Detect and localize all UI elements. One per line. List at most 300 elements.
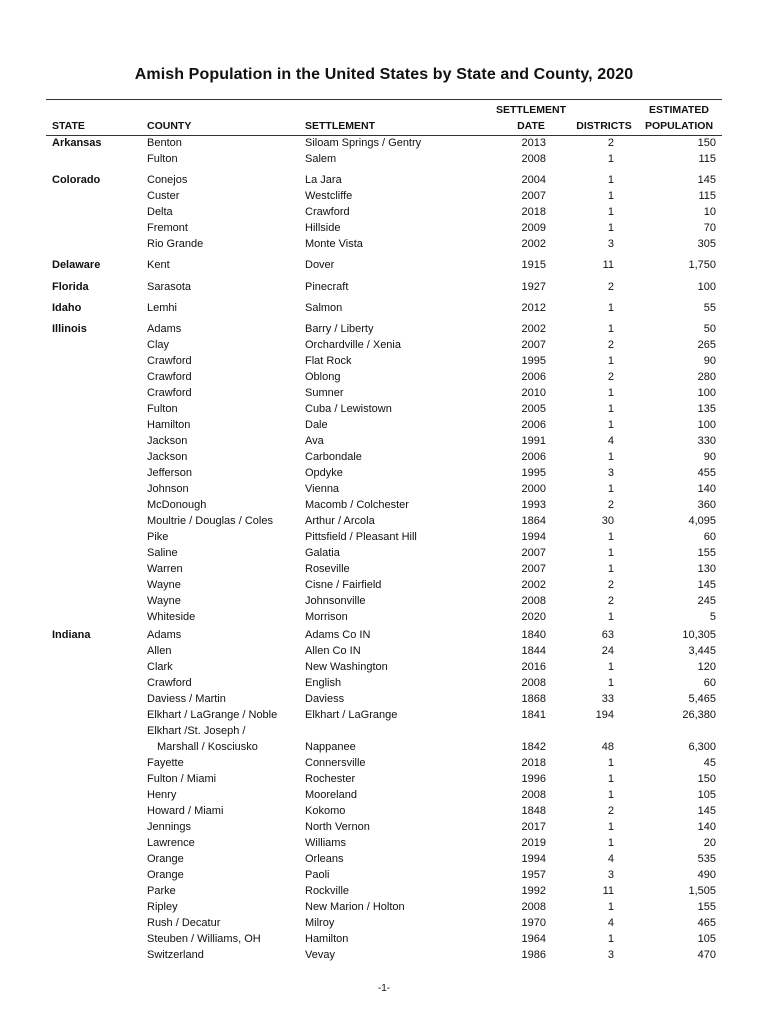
cell-settlement: Barry / Liberty bbox=[305, 323, 374, 335]
header-state: STATE bbox=[52, 120, 85, 132]
cell-settlement: New Marion / Holton bbox=[305, 901, 405, 913]
cell-settlement: Johnsonville bbox=[305, 595, 366, 607]
cell-settlement-date: 1844 bbox=[521, 645, 546, 657]
cell-population: 20 bbox=[703, 837, 716, 849]
cell-settlement: North Vernon bbox=[305, 821, 370, 833]
cell-settlement-date: 1995 bbox=[521, 355, 546, 367]
cell-county: Orange bbox=[147, 869, 184, 881]
cell-county: Rio Grande bbox=[147, 238, 204, 250]
cell-districts: 3 bbox=[607, 949, 614, 961]
cell-population: 50 bbox=[703, 323, 716, 335]
cell-population: 280 bbox=[697, 371, 716, 383]
cell-districts: 3 bbox=[607, 869, 614, 881]
cell-population: 90 bbox=[703, 451, 716, 463]
cell-settlement-date: 2002 bbox=[521, 579, 546, 591]
cell-settlement-date: 2007 bbox=[521, 563, 546, 575]
cell-districts: 1 bbox=[607, 901, 614, 913]
table-row bbox=[0, 433, 768, 449]
cell-county: Wayne bbox=[147, 579, 181, 591]
cell-districts: 1 bbox=[607, 547, 614, 559]
cell-settlement: Vevay bbox=[305, 949, 335, 961]
cell-population: 245 bbox=[697, 595, 716, 607]
cell-settlement: Oblong bbox=[305, 371, 341, 383]
cell-county: Pike bbox=[147, 531, 169, 543]
cell-population: 155 bbox=[697, 547, 716, 559]
cell-county: Crawford bbox=[147, 677, 192, 689]
table-row bbox=[0, 135, 768, 151]
cell-county: Adams bbox=[147, 629, 182, 641]
cell-settlement-date: 2006 bbox=[521, 451, 546, 463]
table-row bbox=[0, 691, 768, 707]
cell-districts: 1 bbox=[607, 153, 614, 165]
header-county: COUNTY bbox=[147, 120, 192, 132]
cell-settlement: Connersville bbox=[305, 757, 366, 769]
cell-districts: 30 bbox=[601, 515, 614, 527]
cell-settlement: Galatia bbox=[305, 547, 340, 559]
cell-settlement-date: 2008 bbox=[521, 901, 546, 913]
cell-population: 305 bbox=[697, 238, 716, 250]
cell-population: 1,505 bbox=[688, 885, 716, 897]
page-number: -1- bbox=[377, 983, 391, 994]
cell-settlement: Morrison bbox=[305, 611, 348, 623]
cell-population: 140 bbox=[697, 483, 716, 495]
cell-county bbox=[147, 723, 258, 755]
cell-districts: 1 bbox=[607, 451, 614, 463]
cell-districts: 1 bbox=[607, 837, 614, 849]
cell-districts: 1 bbox=[607, 355, 614, 367]
cell-settlement: New Washington bbox=[305, 661, 388, 673]
cell-settlement-date: 2005 bbox=[521, 403, 546, 415]
cell-population: 135 bbox=[697, 403, 716, 415]
cell-state: Arkansas bbox=[52, 137, 102, 149]
cell-county: Clay bbox=[147, 339, 170, 351]
table-row bbox=[0, 236, 768, 252]
cell-county: Saline bbox=[147, 547, 178, 559]
table-row bbox=[0, 947, 768, 963]
cell-county: Delta bbox=[147, 206, 173, 218]
cell-districts: 1 bbox=[607, 483, 614, 495]
cell-settlement-date: 2006 bbox=[521, 371, 546, 383]
cell-districts: 2 bbox=[607, 339, 614, 351]
cell-settlement-date: 2016 bbox=[521, 661, 546, 673]
cell-settlement-date: 1841 bbox=[521, 709, 546, 721]
cell-settlement-date: 2019 bbox=[521, 837, 546, 849]
cell-districts: 1 bbox=[607, 821, 614, 833]
cell-settlement: Sumner bbox=[305, 387, 344, 399]
table-row bbox=[0, 803, 768, 819]
cell-settlement-date: 2008 bbox=[521, 153, 546, 165]
cell-settlement-date: 2007 bbox=[521, 547, 546, 559]
cell-state: Delaware bbox=[52, 259, 101, 271]
cell-county: Switzerland bbox=[147, 949, 204, 961]
table-row bbox=[0, 321, 768, 337]
cell-population: 5 bbox=[709, 611, 716, 623]
table-row bbox=[0, 188, 768, 204]
table-row bbox=[0, 723, 768, 755]
cell-districts: 194 bbox=[595, 709, 614, 721]
table-row bbox=[0, 465, 768, 481]
cell-county: McDonough bbox=[147, 499, 207, 511]
cell-settlement: Kokomo bbox=[305, 805, 346, 817]
cell-county: Ripley bbox=[147, 901, 178, 913]
cell-settlement: Monte Vista bbox=[305, 238, 363, 250]
cell-districts: 24 bbox=[601, 645, 614, 657]
cell-settlement-date: 1840 bbox=[521, 629, 546, 641]
table-row bbox=[0, 401, 768, 417]
cell-population: 150 bbox=[697, 773, 716, 785]
cell-districts: 1 bbox=[607, 419, 614, 431]
cell-settlement: Rochester bbox=[305, 773, 356, 785]
cell-settlement: Hamilton bbox=[305, 933, 349, 945]
cell-population: 105 bbox=[697, 789, 716, 801]
cell-settlement-date: 2013 bbox=[521, 137, 546, 149]
cell-county: Parke bbox=[147, 885, 176, 897]
cell-population: 6,300 bbox=[688, 741, 716, 753]
cell-districts: 1 bbox=[607, 302, 614, 314]
cell-settlement-date: 1970 bbox=[521, 917, 546, 929]
cell-districts: 11 bbox=[602, 885, 614, 897]
cell-county: Crawford bbox=[147, 371, 192, 383]
cell-settlement-date: 2008 bbox=[521, 677, 546, 689]
cell-county: Rush / Decatur bbox=[147, 917, 221, 929]
cell-population: 26,380 bbox=[682, 709, 716, 721]
cell-settlement-date: 2018 bbox=[521, 206, 546, 218]
cell-districts: 2 bbox=[607, 281, 614, 293]
cell-districts: 33 bbox=[601, 693, 614, 705]
table-row bbox=[0, 513, 768, 529]
cell-county: Crawford bbox=[147, 387, 192, 399]
cell-settlement: Daviess bbox=[305, 693, 345, 705]
cell-settlement: La Jara bbox=[305, 174, 342, 186]
cell-state: Colorado bbox=[52, 174, 101, 186]
cell-districts: 1 bbox=[607, 757, 614, 769]
cell-settlement-date: 1992 bbox=[521, 885, 546, 897]
cell-population: 100 bbox=[697, 281, 716, 293]
table-row bbox=[0, 931, 768, 947]
header-pop-line1: ESTIMATED bbox=[649, 104, 709, 116]
cell-settlement-date: 1986 bbox=[521, 949, 546, 961]
cell-population: 5,465 bbox=[688, 693, 716, 705]
cell-settlement-date: 1868 bbox=[521, 693, 546, 705]
cell-settlement: Salmon bbox=[305, 302, 343, 314]
cell-settlement: Elkhart / LaGrange bbox=[305, 709, 398, 721]
header-date-line2: DATE bbox=[517, 120, 545, 132]
cell-districts: 1 bbox=[607, 563, 614, 575]
cell-districts: 3 bbox=[607, 467, 614, 479]
cell-county: Jennings bbox=[147, 821, 192, 833]
table-row bbox=[0, 385, 768, 401]
cell-settlement: Flat Rock bbox=[305, 355, 352, 367]
cell-settlement: Adams Co IN bbox=[305, 629, 371, 641]
cell-state: Indiana bbox=[52, 629, 91, 641]
cell-county: Steuben / Williams, OH bbox=[147, 933, 261, 945]
cell-settlement-date: 2008 bbox=[521, 789, 546, 801]
cell-county: Lemhi bbox=[147, 302, 177, 314]
cell-settlement-date: 1994 bbox=[521, 531, 546, 543]
cell-county: Johnson bbox=[147, 483, 189, 495]
cell-settlement-date: 2007 bbox=[521, 190, 546, 202]
cell-districts: 3 bbox=[607, 238, 614, 250]
cell-population: 145 bbox=[697, 579, 716, 591]
cell-county: Moultrie / Douglas / Coles bbox=[147, 515, 273, 527]
cell-settlement-date: 2010 bbox=[521, 387, 546, 399]
table-row bbox=[0, 545, 768, 561]
table-row bbox=[0, 707, 768, 723]
cell-districts: 1 bbox=[607, 387, 614, 399]
cell-population: 55 bbox=[703, 302, 716, 314]
table-row bbox=[0, 417, 768, 433]
cell-county-line1: Elkhart /St. Joseph / bbox=[147, 725, 246, 737]
cell-county: Benton bbox=[147, 137, 182, 149]
table-row bbox=[0, 771, 768, 787]
cell-county: Jackson bbox=[147, 451, 188, 463]
header-pop-line2: POPULATION bbox=[644, 120, 714, 132]
cell-county: Fulton bbox=[147, 403, 178, 415]
header-date-line1: SETTLEMENT bbox=[496, 104, 566, 116]
cell-population: 155 bbox=[697, 901, 716, 913]
cell-population: 60 bbox=[703, 531, 716, 543]
table-row bbox=[0, 787, 768, 803]
table-row bbox=[0, 257, 768, 273]
cell-settlement-date: 2020 bbox=[521, 611, 546, 623]
cell-population: 115 bbox=[698, 190, 716, 202]
cell-settlement-date: 1864 bbox=[521, 515, 546, 527]
cell-county: Lawrence bbox=[147, 837, 195, 849]
cell-settlement-date: 1991 bbox=[521, 435, 546, 447]
cell-population: 4,095 bbox=[688, 515, 716, 527]
table-row bbox=[0, 835, 768, 851]
table-row bbox=[0, 627, 768, 643]
cell-settlement-date: 2018 bbox=[521, 757, 546, 769]
cell-settlement: Cuba / Lewistown bbox=[305, 403, 392, 415]
cell-districts: 2 bbox=[607, 499, 614, 511]
cell-settlement: Milroy bbox=[305, 917, 335, 929]
cell-districts: 1 bbox=[607, 677, 614, 689]
cell-settlement: Pittsfield / Pleasant Hill bbox=[305, 531, 417, 543]
cell-population: 455 bbox=[697, 467, 716, 479]
cell-county: Clark bbox=[147, 661, 173, 673]
cell-settlement-date: 2004 bbox=[521, 174, 546, 186]
cell-settlement: Dover bbox=[305, 259, 335, 271]
cell-population: 105 bbox=[697, 933, 716, 945]
cell-districts: 4 bbox=[607, 853, 614, 865]
cell-settlement-date: 2017 bbox=[521, 821, 546, 833]
cell-settlement-date: 2008 bbox=[521, 595, 546, 607]
cell-population: 45 bbox=[703, 757, 716, 769]
cell-settlement-date: 1848 bbox=[521, 805, 546, 817]
cell-districts: 1 bbox=[607, 789, 614, 801]
cell-settlement: Rockville bbox=[305, 885, 350, 897]
table-row bbox=[0, 755, 768, 771]
cell-population: 90 bbox=[703, 355, 716, 367]
cell-settlement: Paoli bbox=[305, 869, 330, 881]
cell-population: 150 bbox=[697, 137, 716, 149]
cell-population: 100 bbox=[697, 387, 716, 399]
cell-districts: 2 bbox=[607, 805, 614, 817]
cell-population: 330 bbox=[697, 435, 716, 447]
table-row bbox=[0, 204, 768, 220]
cell-state: Idaho bbox=[52, 302, 82, 314]
cell-settlement-date: 2009 bbox=[521, 222, 546, 234]
table-row bbox=[0, 497, 768, 513]
table-row bbox=[0, 449, 768, 465]
cell-county: Kent bbox=[147, 259, 170, 271]
cell-county: Adams bbox=[147, 323, 182, 335]
cell-county: Crawford bbox=[147, 355, 192, 367]
cell-county: Jackson bbox=[147, 435, 188, 447]
cell-county: Custer bbox=[147, 190, 180, 202]
cell-county: Elkhart / LaGrange / Noble bbox=[147, 709, 278, 721]
cell-settlement: English bbox=[305, 677, 342, 689]
cell-districts: 2 bbox=[607, 595, 614, 607]
cell-population: 470 bbox=[697, 949, 716, 961]
cell-settlement-date: 1994 bbox=[521, 853, 546, 865]
cell-county: Fremont bbox=[147, 222, 188, 234]
cell-districts: 1 bbox=[607, 323, 614, 335]
table-row bbox=[0, 561, 768, 577]
cell-county: Fulton bbox=[147, 153, 178, 165]
table-row bbox=[0, 915, 768, 931]
cell-settlement-date: 1842 bbox=[521, 741, 546, 753]
cell-county: Allen bbox=[147, 645, 172, 657]
cell-settlement: Cisne / Fairfield bbox=[305, 579, 382, 591]
table-row bbox=[0, 353, 768, 369]
cell-settlement-date: 2012 bbox=[521, 302, 546, 314]
table-row bbox=[0, 883, 768, 899]
cell-settlement-date: 1915 bbox=[521, 259, 546, 271]
cell-county: Jefferson bbox=[147, 467, 193, 479]
cell-settlement-date: 2007 bbox=[521, 339, 546, 351]
cell-districts: 1 bbox=[607, 206, 614, 218]
cell-settlement: Salem bbox=[305, 153, 337, 165]
cell-districts: 1 bbox=[607, 611, 614, 623]
cell-county: Orange bbox=[147, 853, 184, 865]
cell-districts: 4 bbox=[607, 917, 614, 929]
cell-settlement: Arthur / Arcola bbox=[305, 515, 375, 527]
table-row bbox=[0, 851, 768, 867]
cell-settlement: Opdyke bbox=[305, 467, 343, 479]
cell-county: Conejos bbox=[147, 174, 188, 186]
cell-population: 120 bbox=[697, 661, 716, 673]
table-row bbox=[0, 279, 768, 295]
cell-settlement: Dale bbox=[305, 419, 328, 431]
cell-settlement: Crawford bbox=[305, 206, 350, 218]
cell-districts: 1 bbox=[607, 174, 614, 186]
table-row bbox=[0, 675, 768, 691]
cell-population: 140 bbox=[697, 821, 716, 833]
cell-districts: 4 bbox=[607, 435, 614, 447]
cell-settlement-date: 2002 bbox=[521, 238, 546, 250]
cell-state: Illinois bbox=[52, 323, 87, 335]
cell-population: 3,445 bbox=[688, 645, 716, 657]
cell-districts: 48 bbox=[601, 741, 614, 753]
cell-settlement: Macomb / Colchester bbox=[305, 499, 409, 511]
cell-population: 535 bbox=[697, 853, 716, 865]
table-row bbox=[0, 659, 768, 675]
cell-settlement: Orchardville / Xenia bbox=[305, 339, 401, 351]
header-districts: DISTRICTS bbox=[576, 120, 632, 132]
cell-population: 70 bbox=[703, 222, 716, 234]
cell-districts: 1 bbox=[607, 531, 614, 543]
cell-settlement: Siloam Springs / Gentry bbox=[305, 137, 422, 149]
cell-districts: 1 bbox=[607, 773, 614, 785]
cell-settlement-date: 1996 bbox=[521, 773, 546, 785]
cell-county: Fulton / Miami bbox=[147, 773, 217, 785]
cell-county: Hamilton bbox=[147, 419, 191, 431]
table-row bbox=[0, 899, 768, 915]
page-title: Amish Population in the United States by State and County, 2020 bbox=[134, 66, 634, 83]
cell-population: 360 bbox=[697, 499, 716, 511]
table-row bbox=[0, 593, 768, 609]
cell-population: 10 bbox=[703, 206, 716, 218]
cell-population: 490 bbox=[697, 869, 716, 881]
cell-population: 145 bbox=[697, 805, 716, 817]
cell-districts: 1 bbox=[607, 403, 614, 415]
cell-settlement-date: 2006 bbox=[521, 419, 546, 431]
cell-county: Howard / Miami bbox=[147, 805, 224, 817]
cell-settlement-date: 1957 bbox=[521, 869, 546, 881]
cell-districts: 1 bbox=[607, 933, 614, 945]
cell-county: Wayne bbox=[147, 595, 181, 607]
cell-population: 465 bbox=[697, 917, 716, 929]
cell-districts: 2 bbox=[607, 579, 614, 591]
table-row bbox=[0, 577, 768, 593]
cell-population: 60 bbox=[703, 677, 716, 689]
cell-settlement: Mooreland bbox=[305, 789, 357, 801]
table-row bbox=[0, 172, 768, 188]
header-settlement: SETTLEMENT bbox=[305, 120, 375, 132]
cell-settlement: Roseville bbox=[305, 563, 350, 575]
cell-population: 115 bbox=[698, 153, 716, 165]
cell-settlement: Westcliffe bbox=[305, 190, 353, 202]
table-row bbox=[0, 369, 768, 385]
cell-districts: 11 bbox=[602, 259, 614, 271]
cell-settlement-date: 1964 bbox=[521, 933, 546, 945]
cell-settlement-date: 1927 bbox=[521, 281, 546, 293]
cell-settlement: Vienna bbox=[305, 483, 340, 495]
cell-county: Daviess / Martin bbox=[147, 693, 226, 705]
cell-settlement: Carbondale bbox=[305, 451, 362, 463]
table-row bbox=[0, 609, 768, 625]
table-row bbox=[0, 481, 768, 497]
table-row bbox=[0, 337, 768, 353]
cell-county-line2: Marshall / Kosciusko bbox=[157, 741, 258, 753]
cell-county: Henry bbox=[147, 789, 177, 801]
cell-population: 130 bbox=[697, 563, 716, 575]
table-row bbox=[0, 643, 768, 659]
cell-settlement-date: 1993 bbox=[521, 499, 546, 511]
table-row bbox=[0, 300, 768, 316]
table-row bbox=[0, 151, 768, 167]
cell-settlement: Williams bbox=[305, 837, 346, 849]
cell-districts: 2 bbox=[607, 137, 614, 149]
cell-population: 10,305 bbox=[682, 629, 716, 641]
cell-county: Warren bbox=[147, 563, 183, 575]
table-row bbox=[0, 819, 768, 835]
cell-county: Whiteside bbox=[147, 611, 196, 623]
cell-population: 265 bbox=[697, 339, 716, 351]
cell-settlement: Orleans bbox=[305, 853, 344, 865]
cell-population: 1,750 bbox=[688, 259, 716, 271]
cell-settlement: Pinecraft bbox=[305, 281, 349, 293]
cell-population: 100 bbox=[697, 419, 716, 431]
cell-county: Fayette bbox=[147, 757, 184, 769]
cell-settlement-date: 2002 bbox=[521, 323, 546, 335]
cell-settlement-date: 1995 bbox=[521, 467, 546, 479]
cell-districts: 1 bbox=[607, 661, 614, 673]
cell-districts: 1 bbox=[607, 190, 614, 202]
table-row bbox=[0, 529, 768, 545]
